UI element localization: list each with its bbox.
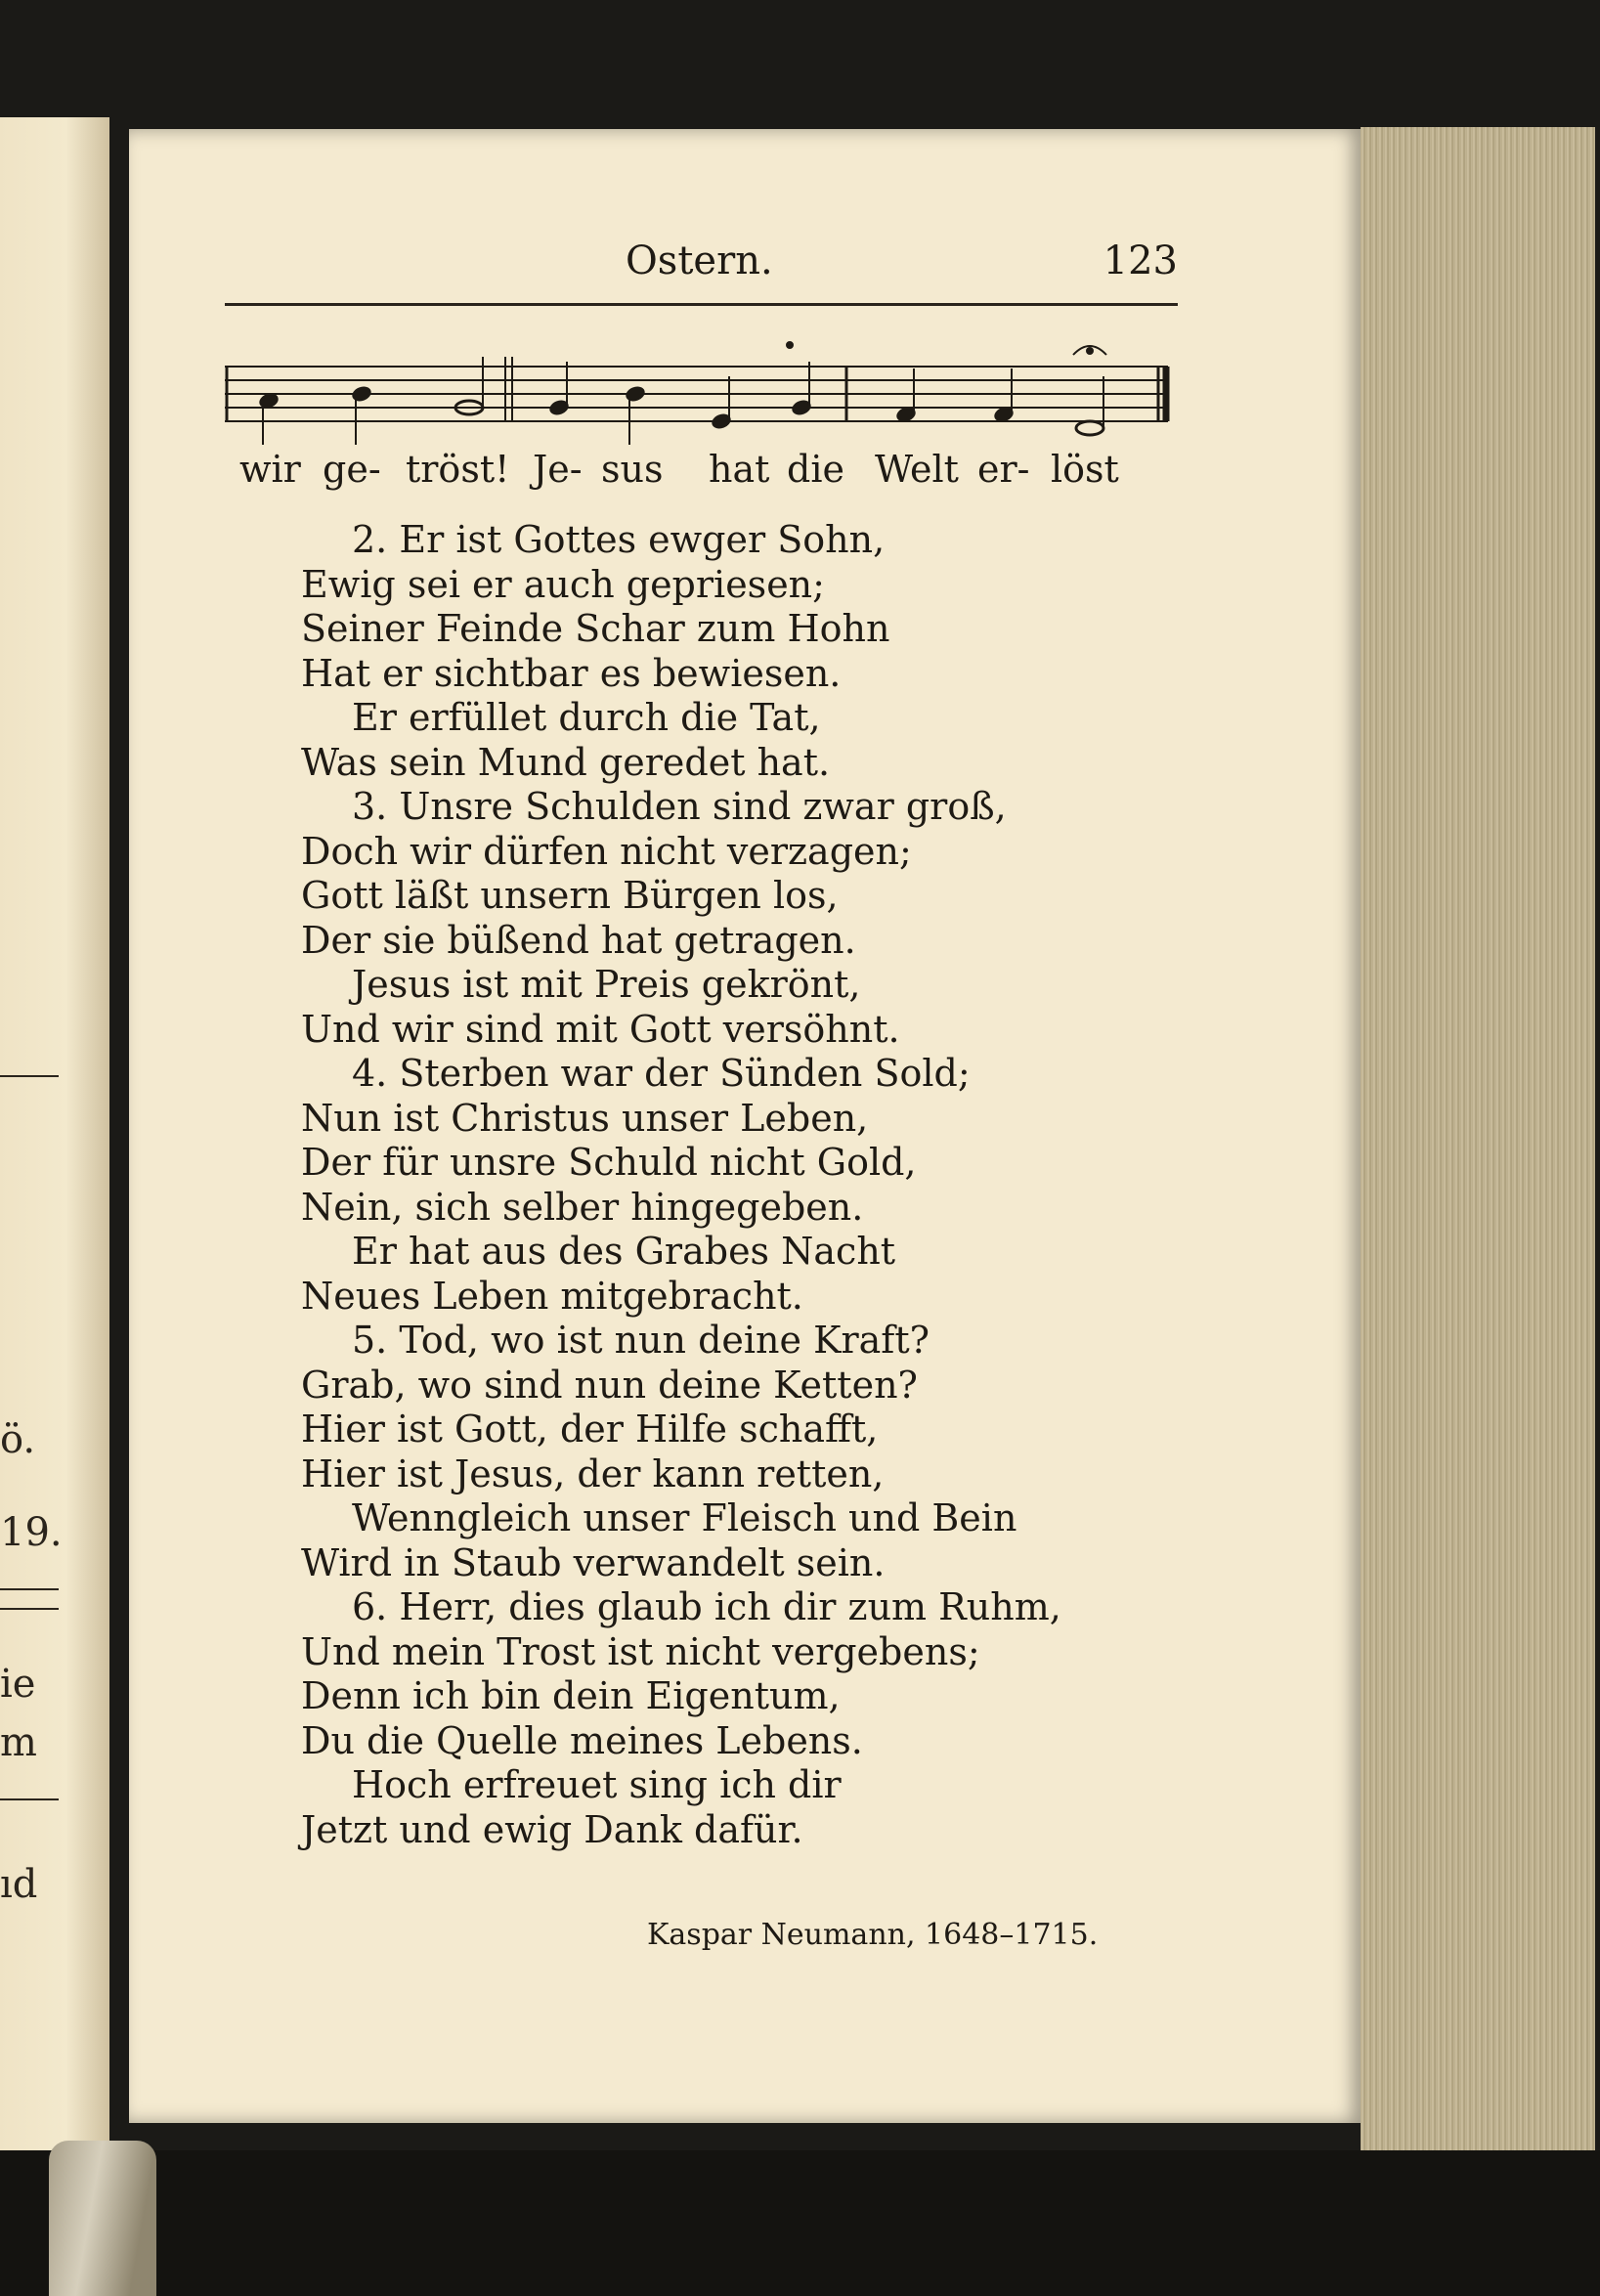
verse-line: 4. Sterben war der Sünden Sold; [352, 1052, 971, 1095]
verse-line: Und wir sind mit Gott versöhnt. [301, 1007, 900, 1051]
book-cover-edge [0, 2150, 1600, 2296]
left-staff-line [0, 1075, 59, 1077]
verse-line: Nein, sich selber hingegeben. [301, 1185, 864, 1229]
verse-line: Ewig sei er auch gepriesen; [301, 562, 825, 606]
verse-line: Du die Quelle meines Lebens. [301, 1718, 863, 1762]
verse-line: Doch wir dürfen nicht verzagen; [301, 829, 912, 873]
verse-line: Jetzt und ewig Dank dafür. [301, 1807, 803, 1851]
verse-line: Nun ist Christus unser Leben, [301, 1096, 869, 1140]
verse-line: Was sein Mund geredet hat. [301, 740, 831, 784]
lyric-syllable: löst [1051, 448, 1119, 491]
verse-line: Und mein Trost ist nicht vergebens; [301, 1629, 980, 1673]
verse-line: Hoch erfreuet sing ich dir [352, 1763, 842, 1806]
page-edges [1361, 127, 1595, 2155]
ribbon-bookmark [49, 2141, 156, 2296]
left-page-fragment: ie [0, 1662, 36, 1707]
left-staff-line [0, 1798, 59, 1800]
verse-line: Der für unsre Schuld nicht Gold, [301, 1141, 917, 1184]
verse-line: Der sie büßend hat getragen. [301, 918, 856, 962]
verse-line: Er hat aus des Grabes Nacht [352, 1230, 896, 1273]
staff-notation [225, 337, 1178, 455]
header-rule [225, 303, 1178, 306]
verse-line: 6. Herr, dies glaub ich dir zum Ruhm, [352, 1585, 1061, 1628]
lyric-syllable: hat [709, 448, 770, 491]
verse-line: Neues Leben mitgebracht. [301, 1274, 803, 1318]
verse-line: 2. Er ist Gottes ewger Sohn, [352, 518, 886, 561]
lyric-syllable: er- [977, 448, 1030, 491]
page-header [225, 238, 1178, 307]
lyric-syllable: wir [239, 448, 301, 491]
lyric-syllable: sus [601, 448, 664, 491]
verse-line: Wenngleich unser Fleisch und Bein [352, 1496, 1017, 1539]
left-page-fragment: ö. [0, 1417, 36, 1462]
left-page-fragment: 19. [0, 1510, 63, 1555]
previous-page [0, 117, 109, 2150]
left-staff-line [0, 1588, 59, 1590]
music-lyrics [239, 448, 1119, 506]
left-staff-line [0, 1608, 59, 1610]
running-title: Ostern. [626, 238, 773, 283]
verse-line: Hier ist Jesus, der kann retten, [301, 1451, 885, 1495]
verse-line: Denn ich bin dein Eigentum, [301, 1674, 841, 1717]
verse-line: 5. Tod, wo ist nun deine Kraft? [352, 1319, 930, 1362]
left-page-fragment: ıd [0, 1862, 38, 1907]
lyric-syllable: Je- [533, 448, 583, 491]
verse-line: 3. Unsre Schulden sind zwar groß, [352, 785, 1007, 828]
hymn-verses [303, 518, 1163, 1852]
verse-line: Seiner Feinde Schar zum Hohn [301, 607, 890, 650]
lyric-syllable: ge- [323, 448, 381, 491]
page-number: 123 [1103, 238, 1178, 283]
verse-line: Hat er sichtbar es bewiesen. [301, 651, 842, 695]
verse-line: Er erfüllet durch die Tat, [352, 696, 821, 739]
left-page-fragment: m [0, 1720, 37, 1765]
verse-line: Gott läßt unsern Bürgen los, [301, 874, 839, 917]
lyric-syllable: die [787, 448, 844, 491]
author-credit: Kaspar Neumann, 1648–1715. [647, 1918, 1099, 1952]
lyric-syllable: tröst! [406, 448, 510, 491]
verse-line: Hier ist Gott, der Hilfe schafft, [301, 1408, 879, 1451]
lyric-syllable: Welt [875, 448, 959, 491]
verse-line: Jesus ist mit Preis gekrönt, [352, 963, 861, 1006]
verse-line: Wird in Staub verwandelt sein. [301, 1540, 886, 1584]
verse-line: Grab, wo sind nun deine Ketten? [301, 1363, 918, 1407]
